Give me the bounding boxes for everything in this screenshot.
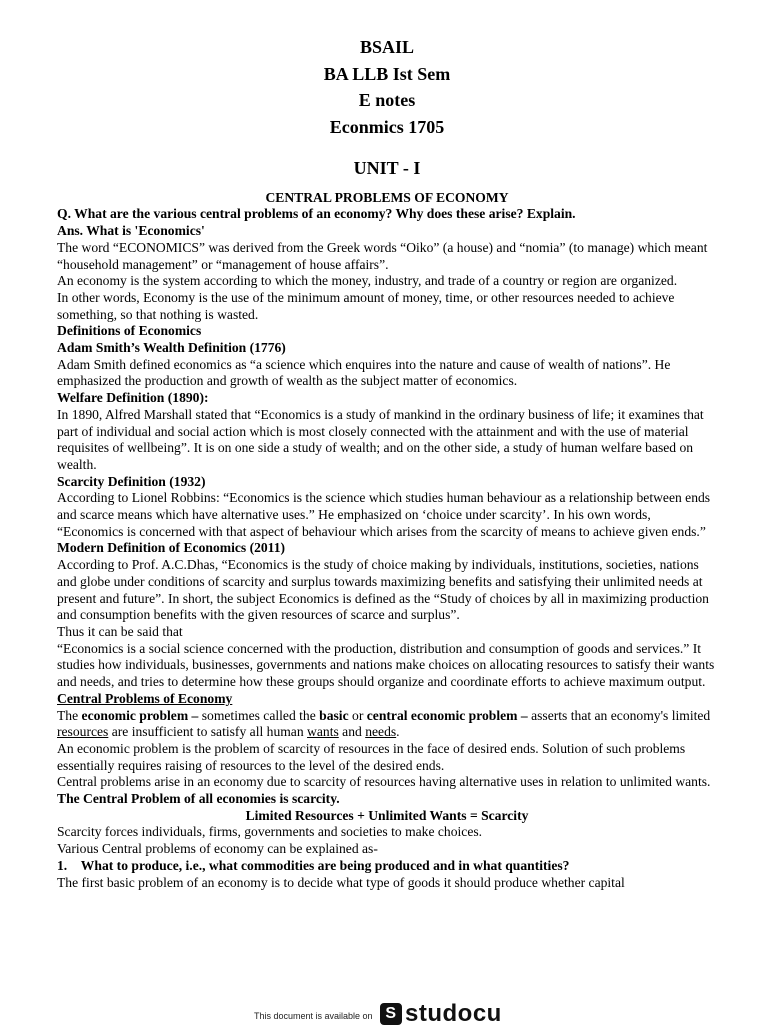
- header-institution: BSAIL: [359, 37, 415, 57]
- unit-title: UNIT - I: [353, 158, 421, 178]
- link-wants[interactable]: wants: [307, 724, 339, 740]
- scarcity-text: According to Lionel Robbins: “Economics is the science which studies human behaviour as a relationship between ends and scarce means which have alternative uses.” He emphasized on ‘choice under scarcity’. In his own words, “Economics is concerned with that aspect of behaviour which arises from the scarcity of means to achieve given ends.”: [57, 490, 711, 539]
- central-paragraph-3: Central problems arise in an economy due to scarcity of resources having alternative uses in relation to unlimited wants.: [57, 774, 711, 790]
- definitions-heading: Definitions of Economics: [57, 323, 202, 339]
- modern-text: According to Prof. A.C.Dhas, “Economics is the study of choice making by individuals, institutions, societies, nations and globe under conditions of scarcity and surplus towards maximizing benefits and satisfying their unlimited needs at present and future”. In short, the subject Economics is defined as the “Study of choices by all in maximizing production and consumption benefits with the given resources of scarce and surplus”.: [57, 557, 709, 623]
- summary-text: “Economics is a social science concerned with the production, distribution and consumption of goods and services.” It studies how individuals, businesses, governments and nations make choices on allocating resources to satisfy their wants and needs, and tries to determine how these groups should organize and coordinate efforts to achieve maximum output.: [57, 640, 715, 690]
- studocu-logo-icon: S: [380, 1003, 402, 1025]
- scarcity-statement: The Central Problem of all economies is scarcity.: [57, 791, 340, 807]
- paragraph-economy: An economy is the system according to which the money, industry, and trade of a country or region are organized.: [57, 273, 678, 289]
- problem-1: 1. What to produce, i.e., what commodities are being produced and in what quantities?: [57, 857, 570, 873]
- central-paragraph-2: An economic problem is the problem of scarcity of resources in the face of desired ends. Solution of such problems essentially requires raising of resources to the level of the desired ends.: [57, 740, 686, 773]
- explained-text: Various Central problems of economy can be explained as-: [57, 841, 378, 857]
- central-paragraph-1: The economic problem – sometimes called the basic or central economic problem – asserts that an economy's limited resources are insufficient to satisfy all human wants and needs.: [57, 707, 711, 740]
- smith-text: Adam Smith defined economics as “a science which enquires into the nature and cause of wealth of nations”. He emphasized the production and growth of wealth as the subject matter of economics.: [57, 356, 671, 389]
- smith-heading: Adam Smith’s Wealth Definition (1776): [57, 340, 286, 356]
- section-title: CENTRAL PROBLEMS OF ECONOMY: [265, 189, 509, 205]
- welfare-text: In 1890, Alfred Marshall stated that “Economics is a study of mankind in the ordinary business of life; it examines that part of individual and social action which is most closely connected with the attainment and with the use of material requisites of wellbeing”. It is on one side a study of wealth; and on the other side, a study of human welfare based on wealth.: [57, 406, 704, 472]
- link-resources[interactable]: resources: [57, 724, 109, 740]
- answer-heading: Ans. What is 'Economics': [57, 223, 205, 239]
- header-subject: Econmics 1705: [329, 116, 445, 137]
- link-needs[interactable]: needs: [365, 724, 397, 740]
- paragraph-other-words: In other words, Economy is the use of the minimum amount of money, time, or other resources needed to achieve something, so that nothing is wasted.: [57, 289, 675, 322]
- footer-available-text: This document is available on: [254, 1011, 373, 1021]
- studocu-footer[interactable]: [248, 1000, 528, 1027]
- paragraph-etymology: The word “ECONOMICS” was derived from the Greek words “Oiko” (a house) and “nomia” (to manage) which meant “household management” or “management of house affairs”.: [57, 239, 708, 272]
- choices-text: Scarcity forces individuals, firms, governments and societies to make choices.: [57, 824, 483, 840]
- thus-text: Thus it can be said that: [57, 623, 183, 639]
- welfare-heading: Welfare Definition (1890):: [57, 390, 209, 406]
- central-problems-heading: Central Problems of Economy: [57, 690, 233, 706]
- modern-heading: Modern Definition of Economics (2011): [57, 540, 286, 556]
- header-notes: E notes: [358, 90, 416, 110]
- studocu-brand: studocu: [405, 1000, 502, 1027]
- last-line-text: The first basic problem of an economy is to decide what type of goods it should produce whether capital: [57, 874, 625, 890]
- question-text: Q. What are the various central problems of an economy? Why does these arise? Explain.: [57, 206, 576, 222]
- document-page: [57, 34, 717, 891]
- header-course: BA LLB Ist Sem: [323, 63, 451, 84]
- scarcity-heading: Scarcity Definition (1932): [57, 473, 206, 489]
- scarcity-equation: Limited Resources + Unlimited Wants = Scarcity: [245, 807, 529, 823]
